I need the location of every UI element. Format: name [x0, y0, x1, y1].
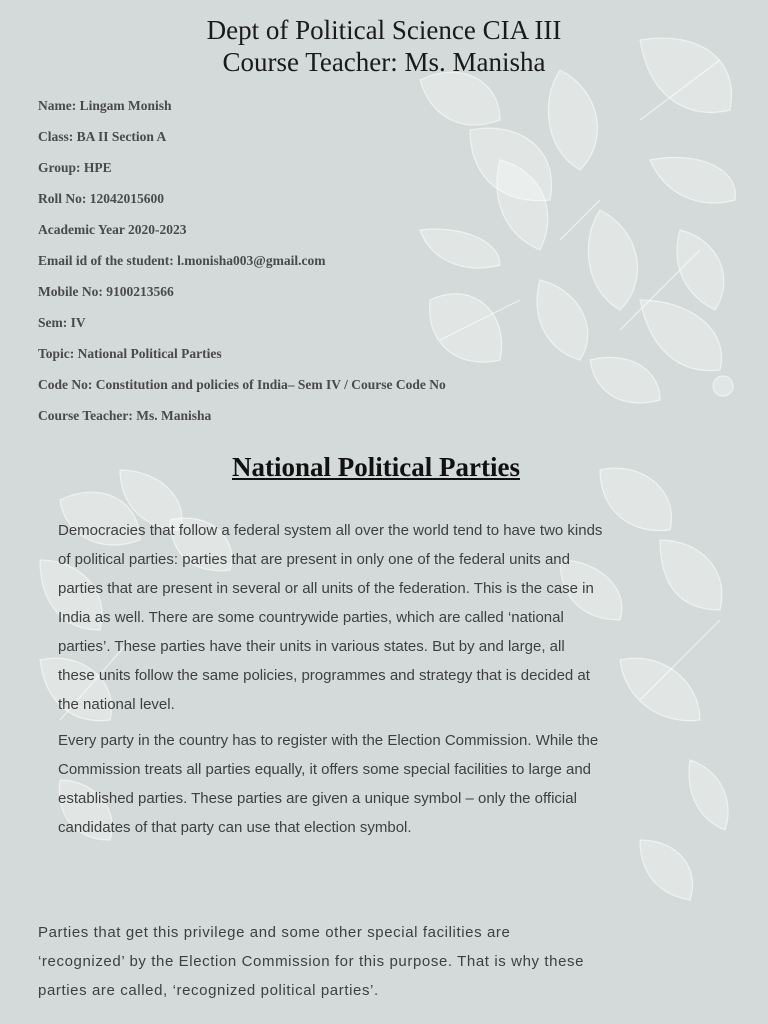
info-name: Name: Lingam Monish — [38, 98, 172, 113]
student-info-block — [38, 95, 518, 436]
info-sem: Sem: IV — [38, 315, 86, 330]
paragraph-line: Every party in the country has to register with the Election Commission. While the — [58, 732, 599, 749]
paragraph-line: Democracies that follow a federal system all over the world tend to have two kinds — [58, 522, 603, 539]
paragraph-line: the national level. — [58, 696, 175, 713]
info-group: Group: HPE — [38, 160, 112, 175]
info-mobile: Mobile No: 9100213566 — [38, 284, 174, 299]
paragraph-line: Commission treats all parties equally, it offers some special facilities to large and — [58, 761, 592, 778]
paragraph-line: candidates of that party can use that election symbol. — [58, 819, 412, 836]
paragraph-line: these units follow the same policies, programmes and strategy that is decided at — [58, 667, 590, 684]
paragraph-election-commission — [58, 726, 686, 842]
paragraph-line: ‘recognized’ by the Election Commission for this purpose. That is why these — [38, 953, 585, 970]
info-academic-year: Academic Year 2020-2023 — [38, 222, 187, 237]
course-teacher-heading: Course Teacher: Ms. Manisha — [222, 47, 546, 77]
document-header — [0, 14, 768, 78]
department-heading: Dept of Political Science CIA III — [206, 15, 562, 45]
paragraph-line: of political parties: parties that are present in only one of the federal units and — [58, 551, 570, 568]
paragraph-line: India as well. There are some countrywide parties, which are called ‘national — [58, 609, 564, 626]
paragraph-recognized-parties — [38, 918, 680, 1005]
paragraph-line: Parties that get this privilege and some other special facilities are — [38, 924, 511, 941]
paragraph-line: parties are called, ‘recognized political parties’. — [38, 982, 379, 999]
info-code-no: Code No: Constitution and policies of India– Sem IV / Course Code No — [38, 377, 446, 392]
paragraph-line: established parties. These parties are given a unique symbol – only the official — [58, 790, 577, 807]
paragraph-line: parties that are present in several or all units of the federation. This is the case in — [58, 580, 594, 597]
info-class: Class: BA II Section A — [38, 129, 167, 144]
info-roll-no: Roll No: 12042015600 — [38, 191, 164, 206]
info-topic: Topic: National Political Parties — [38, 346, 222, 361]
paragraph-federal-system — [58, 516, 688, 719]
document-title: National Political Parties — [232, 452, 520, 482]
info-email: Email id of the student: l.monisha003@gmail.com — [38, 253, 326, 268]
info-course-teacher: Course Teacher: Ms. Manisha — [38, 408, 212, 423]
paragraph-line: parties’. These parties have their units in various states. But by and large, all — [58, 638, 565, 655]
